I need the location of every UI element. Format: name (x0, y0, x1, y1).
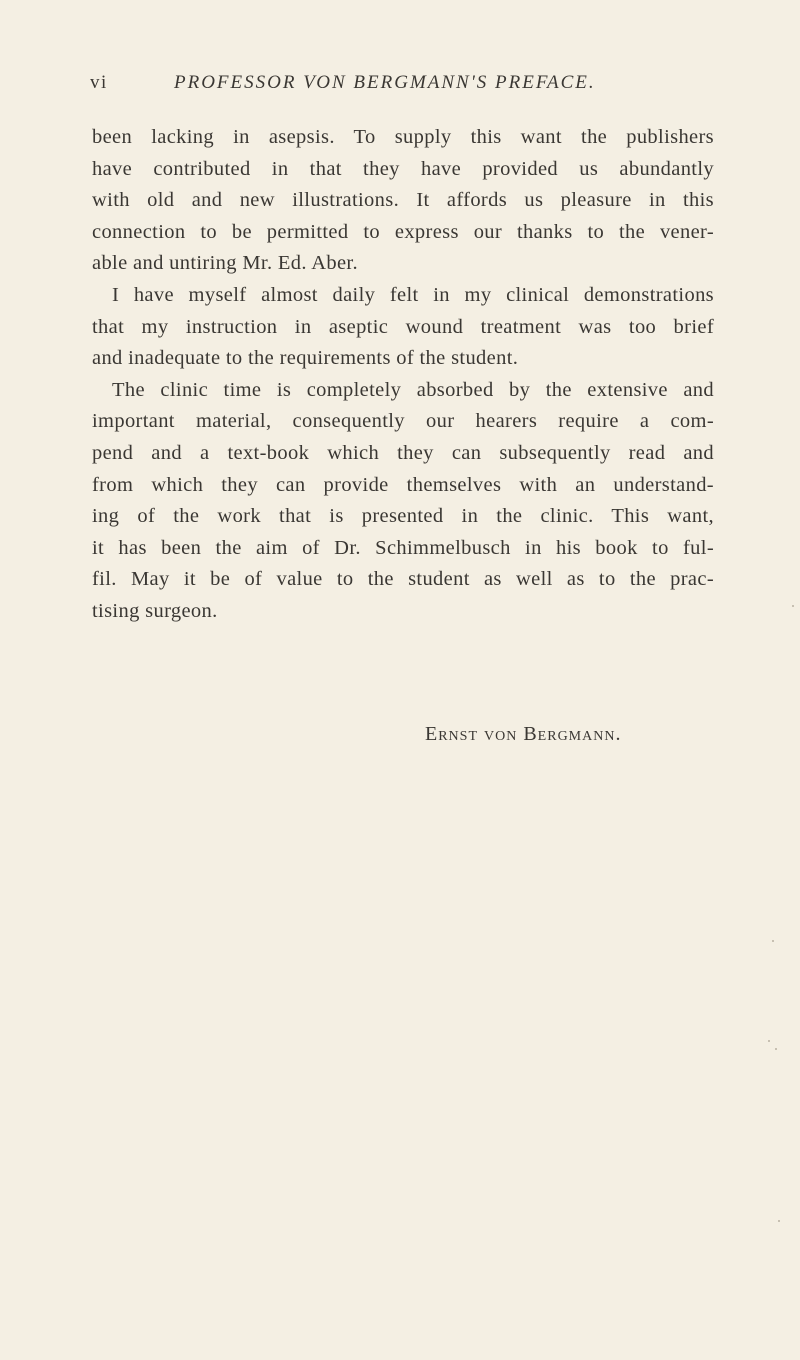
text-line: that my instruction in aseptic wound treatment was too brief (92, 315, 714, 338)
text-line: ing of the work that is presented in the clinic. This want, (92, 505, 714, 528)
text-line: from which they can provide themselves with an understand- (92, 473, 714, 496)
page-number: vi (90, 72, 108, 93)
paper-speck (775, 1048, 777, 1050)
text-line: tising surgeon. (92, 599, 218, 622)
text-line: have contributed in that they have provided us abundantly (92, 157, 714, 180)
text-line: fil. May it be of value to the student as well as to the prac- (92, 568, 714, 591)
running-head-title: PROFESSOR VON BERGMANN'S PREFACE. (174, 72, 596, 93)
running-head (90, 72, 710, 102)
text-line: connection to be permitted to express our thanks to the vener- (92, 220, 714, 243)
author-signature: Ernst von Bergmann. (425, 723, 622, 745)
paper-speck (792, 605, 794, 607)
paper-speck (772, 940, 774, 942)
text-line: important material, consequently our hearers require a com- (92, 410, 714, 433)
text-line: it has been the aim of Dr. Schimmelbusch in his book to ful- (92, 536, 714, 559)
text-line: able and untiring Mr. Ed. Aber. (92, 252, 358, 275)
text-line: and inadequate to the requirements of the student. (92, 347, 519, 370)
paragraph-start-line: The clinic time is completely absorbed by the extensive and (112, 378, 714, 401)
paper-speck (778, 1220, 780, 1222)
text-line: pend and a text-book which they can subsequently read and (92, 441, 714, 464)
paper-speck (768, 1040, 770, 1042)
paragraph-start-line: I have myself almost daily felt in my clinical demonstrations (112, 283, 714, 306)
preface-body (92, 122, 714, 628)
text-line: with old and new illustrations. It affords us pleasure in this (92, 189, 714, 212)
text-line: been lacking in asepsis. To supply this want the publishers (92, 126, 714, 148)
